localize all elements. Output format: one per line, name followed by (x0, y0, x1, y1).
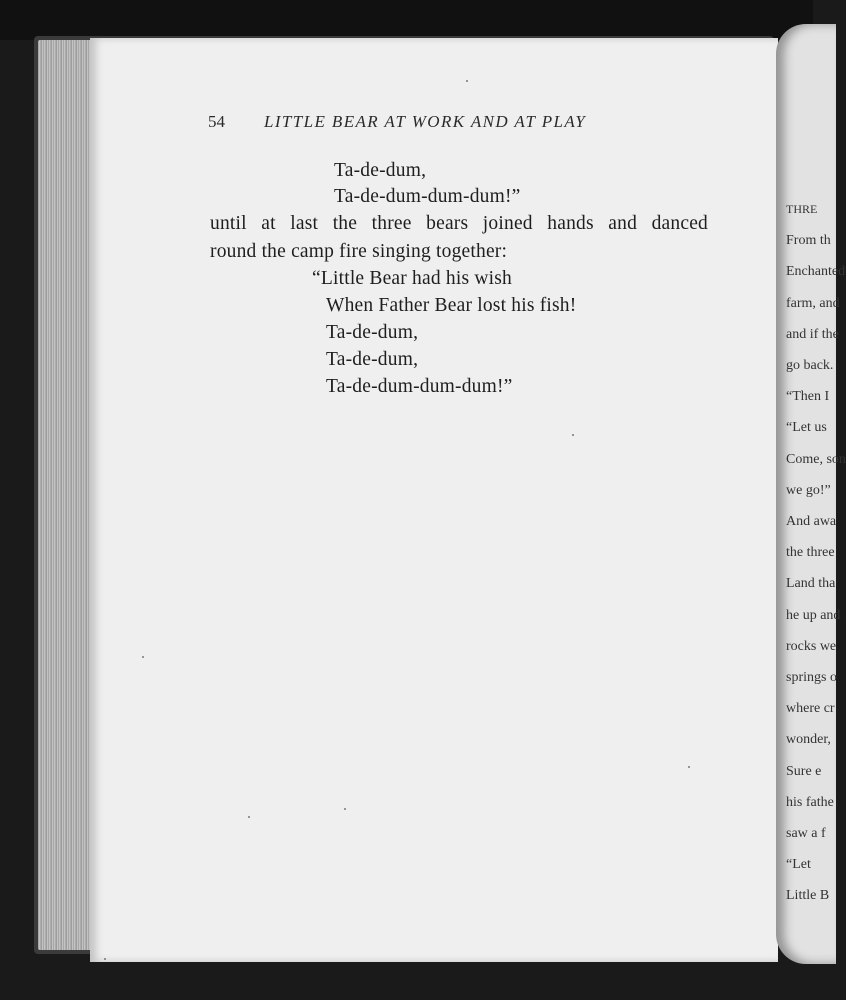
paper-speck (104, 958, 106, 960)
facing-page-line: And awa (786, 514, 837, 530)
verse-line: When Father Bear lost his fish! (326, 295, 577, 316)
facing-page-line: wonder, (786, 732, 831, 748)
dark-background (0, 0, 813, 40)
facing-page-line: he up and (786, 607, 841, 623)
facing-page-line: Sure e (786, 763, 822, 779)
facing-page-line: From th (786, 233, 831, 249)
facing-page-line: the three (786, 545, 835, 561)
paper-speck (142, 656, 144, 658)
paper-speck (248, 816, 250, 818)
facing-page-line: farm, and (786, 295, 840, 311)
paper-speck (466, 80, 468, 82)
page-edges (38, 40, 94, 950)
facing-page (776, 24, 846, 964)
facing-page-line: where cr (786, 701, 835, 717)
facing-page-line: springs o (786, 670, 837, 686)
verse-line: Ta-de-dum, (326, 349, 419, 370)
facing-page-line: Come, son (786, 451, 846, 467)
facing-page-line: THRE (786, 202, 818, 216)
prose-line: round the camp fire singing together: (210, 241, 508, 262)
verse-line: Ta-de-dum-dum-dum!” (326, 376, 513, 397)
facing-page-line: “Let us (786, 420, 827, 436)
facing-page-line: Land tha (786, 576, 836, 592)
verse-line: Ta-de-dum, (334, 160, 427, 181)
facing-page-line: Little B (786, 888, 830, 904)
verse-line: “Little Bear had his wish (312, 268, 512, 289)
paper-speck (344, 808, 346, 810)
facing-page-line: Enchanted (786, 264, 846, 280)
facing-page-line: rocks we (786, 638, 837, 654)
verse-line: Ta-de-dum-dum-dum!” (334, 186, 521, 207)
paper-speck (572, 434, 574, 436)
facing-page-text (786, 194, 846, 912)
running-title: LITTLE BEAR AT WORK AND AT PLAY (264, 112, 587, 131)
facing-page-line: and if the (786, 326, 839, 342)
facing-page-line: go back. (786, 358, 834, 374)
paper-speck (688, 766, 690, 768)
prose-line: until at last the three bears joined hands and danced (210, 213, 708, 234)
verse-line: Ta-de-dum, (326, 322, 419, 343)
left-page (90, 38, 778, 962)
facing-page-line: “Let (786, 857, 811, 873)
facing-page-line: “Then I (786, 389, 830, 405)
facing-page-line: saw a f (786, 826, 826, 842)
page-number: 54 (208, 112, 225, 131)
page-header (208, 112, 668, 138)
facing-page-line: we go!” (786, 482, 831, 498)
facing-page-line: his fathe (786, 794, 834, 810)
